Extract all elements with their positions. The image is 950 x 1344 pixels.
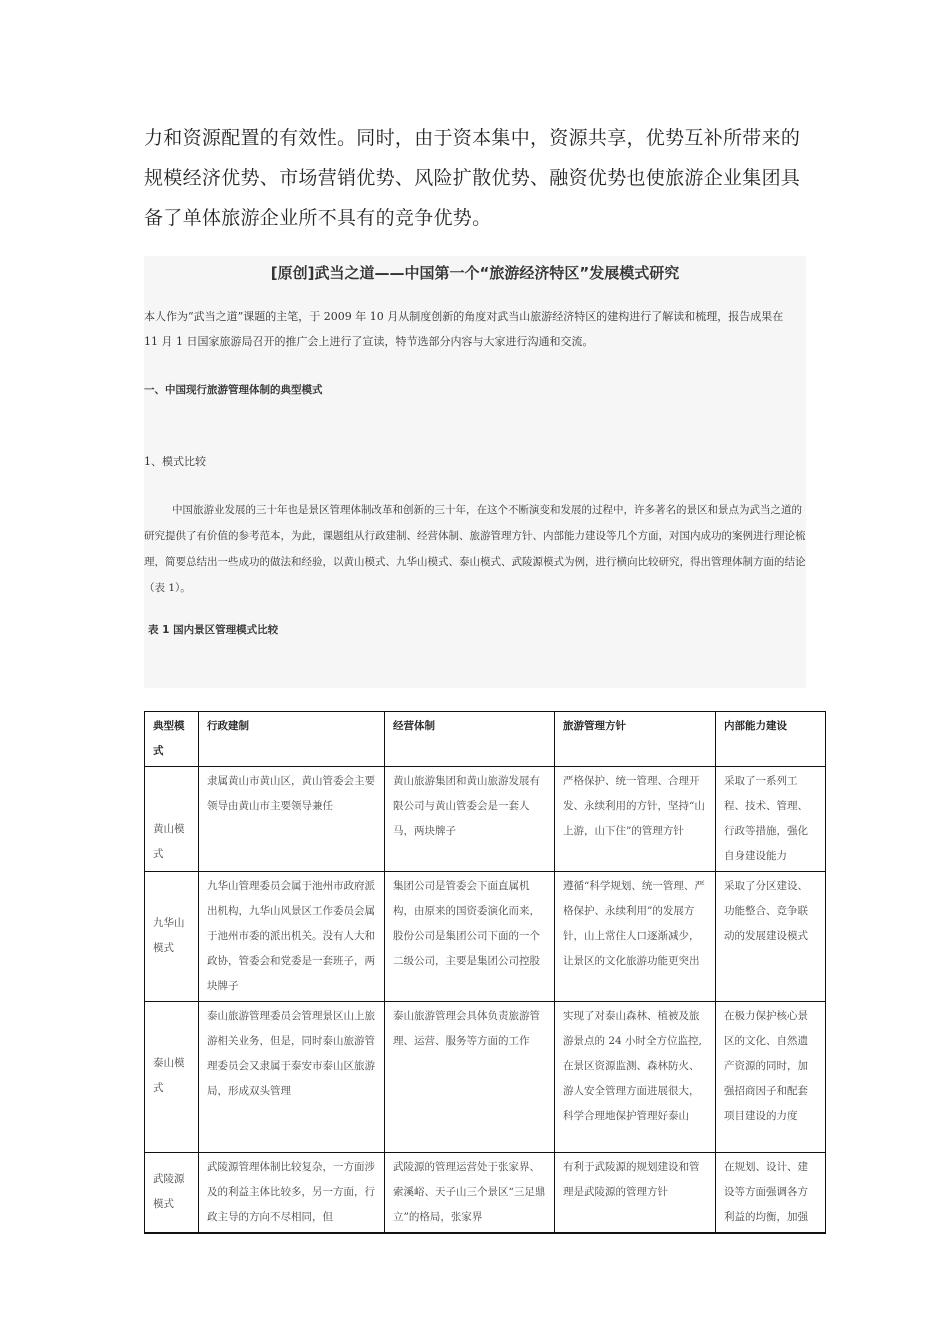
article-excerpt [144,256,806,688]
header-cell: 内部能力建设 [716,712,826,767]
header-cell: 经营体制 [385,712,555,767]
intro-line: 规模经济优势、市场营销优势、风险扩散优势、融资优势也使旅游企业集团具 [144,167,801,189]
table-cell: 遵循“科学规划、统一管理、严格保护、永续利用”的发展方针，山上常住人口逐渐减少，让景区的文化旅游功能更突出 [555,872,716,1002]
model-name-cell: 泰山模式 [145,1002,199,1153]
table-cell: 泰山旅游管理委员会管理景区山上旅游相关业务，但是，同时泰山旅游管理委员会又隶属于泰安市泰山区旅游局，形成双头管理 [199,1002,385,1153]
table-row [145,1002,826,1153]
model-name-cell: 九华山模式 [145,872,199,1002]
table-cell: 黄山旅游集团和黄山旅游发展有限公司与黄山管委会是一套人马，两块牌子 [385,767,555,872]
table-cell: 集团公司是管委会下面直属机构，由原来的国资委演化而来，股份公司是集团公司下面的一个二级公司，主要是集团公司控股 [385,872,555,1002]
table-caption: 表 1 国内景区管理模式比较 [148,624,279,636]
table-row [145,767,826,872]
table-cell: 严格保护、统一管理、合理开发、永续利用的方针，坚持“山上游，山下住”的管理方针 [555,767,716,872]
subheading: 1、模式比较 [144,455,206,468]
body-line: 当之道的研究提供了有价值的参考范本，为此，课题组从行政建制、经营体制、旅游管理方针、内部能力建设等几个方面，对国内成功 [144,504,802,542]
article-lead [144,304,806,354]
table-cell: 采取了一系列工程、技术、管理、行政等措施，强化自身建设能力 [716,767,826,872]
table-cell: 在规划、设计、建设等方面强调各方利益的均衡，加强 [716,1153,826,1234]
intro-paragraph [144,118,824,238]
table-row [145,872,826,1002]
table-cell: 有利于武陵源的规划建设和管理是武陵源的管理方针 [555,1153,716,1234]
body-paragraph [144,497,810,601]
header-cell: 旅游管理方针 [555,712,716,767]
table-cell: 武陵源的管理运营处于张家界、索溪峪、天子山三个景区“三足鼎立”的格局，张家界 [385,1153,555,1234]
body-line: 中国旅游业发展的三十年也是景区管理体制改革和创新的三十年，在这个不断演变和发展的过程中，许多著名的景区和景点为武 [172,504,760,516]
table-row [145,1153,826,1234]
header-cell: 行政建制 [199,712,385,767]
table-cell: 武陵源管理体制比较复杂，一方面涉及的利益主体比较多，另一方面，行政主导的方向不尽相同，但 [199,1153,385,1234]
table-cell: 泰山旅游管理会具体负责旅游管理、运营、服务等方面的工作 [385,1002,555,1153]
body-line: 的案例进行理论梳理，简要总结出一些成功的做法和经验，以黄山模式、九华山模式、泰山模式、武陵源模式为例，进行横向比较研究， [144,530,806,568]
lead-line: 11 月 1 日国家旅游局召开的推广会上进行了宣读，特节选部分内容与大家进行沟通和交流。 [144,335,594,348]
article-title: [原创]武当之道——中国第一个“旅游经济特区”发展模式研究 [270,264,680,282]
lead-line: 本人作为“武当之道”课题的主笔，于 2009 年 10 月从制度创新的角度对武当山旅游经济特区的建构进行了解读和梳理，报告成果在 [144,310,784,323]
table-cell: 在极力保护核心景区的文化、自然遗产资源的同时，加强招商因子和配套项目建设的力度 [716,1002,826,1153]
model-name-cell: 黄山模式 [145,767,199,872]
intro-line: 备了单体旅游企业所不具有的竞争优势。 [144,207,492,229]
table-cell: 隶属黄山市黄山区，黄山管委会主要领导由黄山市主要领导兼任 [199,767,385,872]
comparison-table [144,711,826,1234]
model-name-cell: 武陵源模式 [145,1153,199,1234]
section-heading: 一、中国现行旅游管理体制的典型模式 [144,384,323,396]
intro-line: 力和资源配置的有效性。同时，由于资本集中，资源共享，优势互补所带来的 [144,127,801,149]
table-cell: 九华山管理委员会属于池州市政府派出机构，九华山风景区工作委员会属于池州市委的派出机关。没有人大和政协，管委会和党委是一套班子，两块牌子 [199,872,385,1002]
table-cell: 实现了对泰山森林、植被及旅游景点的 24 小时全方位监控,在景区资源监测、森林防火、游人安全管理方面进展很大，科学合理地保护管理好泰山 [555,1002,716,1153]
table-cell: 采取了分区建设、功能整合、竞争联动的发展建设模式 [716,872,826,1002]
body-line: 得出管理体制方面的结论（表 1）。 [144,556,806,594]
header-cell: 典型模式 [145,712,199,767]
table-header-row [145,712,826,767]
